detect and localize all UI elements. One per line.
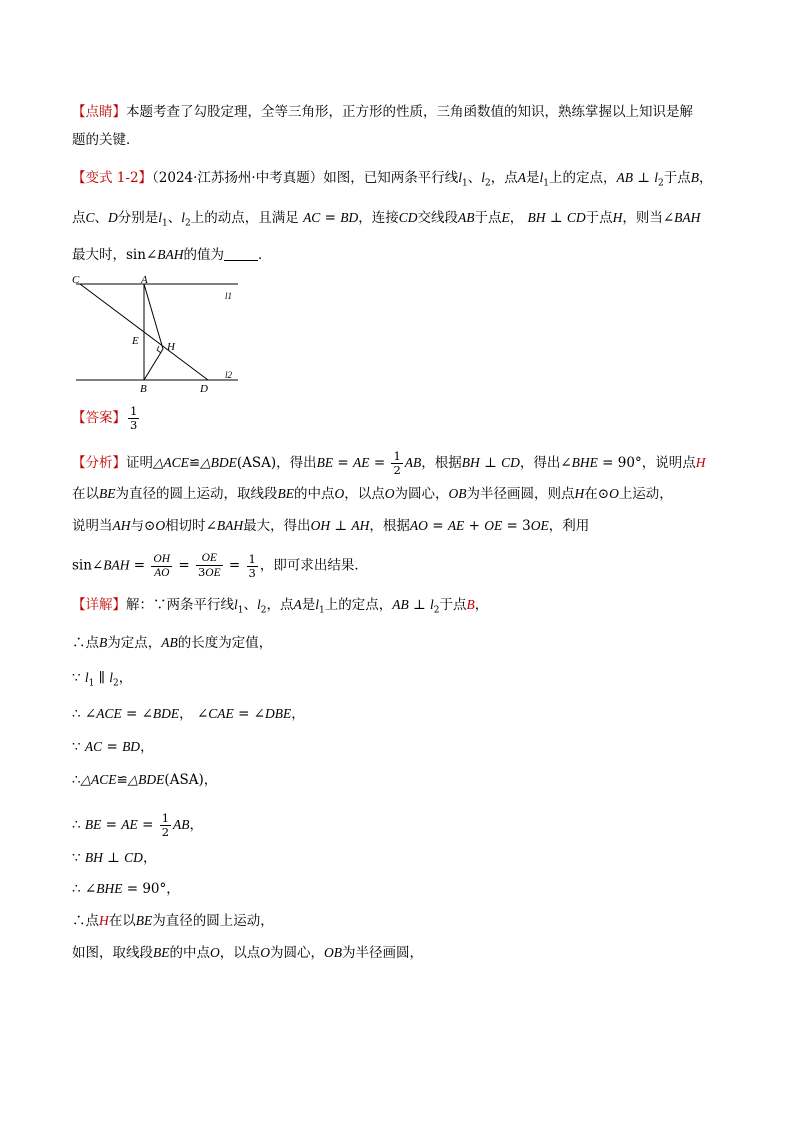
segment-BH xyxy=(144,349,163,380)
label-l2: l2 xyxy=(225,370,233,380)
problem-line-1: 【变式 1-2】（2024·江苏扬州·中考真题）如图，已知两条平行线$l_1$、$l_2$，点A是$l_1$上的定点，AB ⊥ $l_2$于点B， xyxy=(72,170,713,189)
problem-line-2: 点C、D分别是$l_1$、$l_2$上的动点，且满足 AC = BD，连接CD交线段AB于点E， BH ⊥ CD于点H，则当∠BAH xyxy=(72,210,701,229)
right-angle-mark xyxy=(157,346,161,353)
detail-line-2: ∴点B为定点，AB的长度为定值， xyxy=(72,635,273,651)
detail-tag: 【详解】 xyxy=(72,597,126,613)
detail-line-9: ∴ ∠BHE = 90°， xyxy=(72,881,180,897)
analysis-line-1: 【分析】证明△ACE≌△BDE(ASA)，得出BE = AE = $\frac{1}{2}$ AB，根据BH ⊥ CD，得出∠BHE = 90°，说明点H xyxy=(72,449,706,477)
detail-line-5: ∵ AC = BD， xyxy=(72,739,154,755)
label-l1: l1 xyxy=(225,291,233,301)
analysis-line-2: 在以BE为直径的圆上运动，取线段BE的中点O，以点O为圆心，OB为半径画圆，则点H在⊙O上运动， xyxy=(72,486,673,502)
label-B: B xyxy=(140,383,147,395)
problem-source: （2024·江苏扬州·中考真题） xyxy=(152,170,324,186)
label-D: D xyxy=(200,383,208,395)
answer-fraction: $\frac{1}{3}$ xyxy=(130,404,138,432)
detail-line-1: 【详解】解：∵两条平行线$l_1$、$l_2$，点A是$l_1$上的定点，AB ⊥ $l_2$于点B， xyxy=(72,597,489,616)
comment-line-1: 【点睛】本题考查了勾股定理，全等三角形，正方形的性质，三角函数值的知识，熟练掌握以上知识是解 xyxy=(72,104,693,120)
analysis-tag: 【分析】 xyxy=(72,455,126,471)
answer-line xyxy=(72,405,732,432)
label-H: H xyxy=(167,341,175,353)
analysis-line-4: sin∠BAH = $\frac{OH}{AO}$ = $\frac{OE}{3OE}$ = $\frac{1}{3}$ ，即可求出结果． xyxy=(72,551,368,580)
detail-line-3: ∵ $l_1$ ∥ $l_2$， xyxy=(72,670,133,689)
geometry-figure xyxy=(68,272,248,396)
problem-line-3: 最大时，sin∠BAH的值为 ． xyxy=(72,247,272,263)
answer-tag: 【答案】 xyxy=(72,410,126,426)
answer-blank xyxy=(224,247,258,261)
label-E: E xyxy=(132,335,139,347)
problem-tag: 【变式 1-2】 xyxy=(72,170,153,186)
detail-line-10: ∴点H在以BE为直径的圆上运动， xyxy=(72,913,274,929)
label-A: A xyxy=(141,274,148,286)
comment-tag: 【点睛】 xyxy=(72,104,126,120)
analysis-line-3: 说明当AH与⊙O相切时∠BAH最大，得出OH ⊥ AH，根据AO = AE + OE = 3OE，利用 xyxy=(72,518,590,534)
detail-line-6: ∴△ACE≌△BDE(ASA)， xyxy=(72,772,218,788)
detail-line-7: ∴ BE = AE = $\frac{1}{2}$ AB， xyxy=(72,811,204,839)
detail-line-8: ∵ BH ⊥ CD， xyxy=(72,850,157,866)
detail-line-4: ∴ ∠ACE = ∠BDE， ∠CAE = ∠DBE， xyxy=(72,706,305,722)
label-C: C xyxy=(72,274,80,286)
detail-line-11: 如图，取线段BE的中点O，以点O为圆心，OB为半径画圆， xyxy=(72,945,423,961)
comment-line-2: 题的关键． xyxy=(72,132,140,148)
